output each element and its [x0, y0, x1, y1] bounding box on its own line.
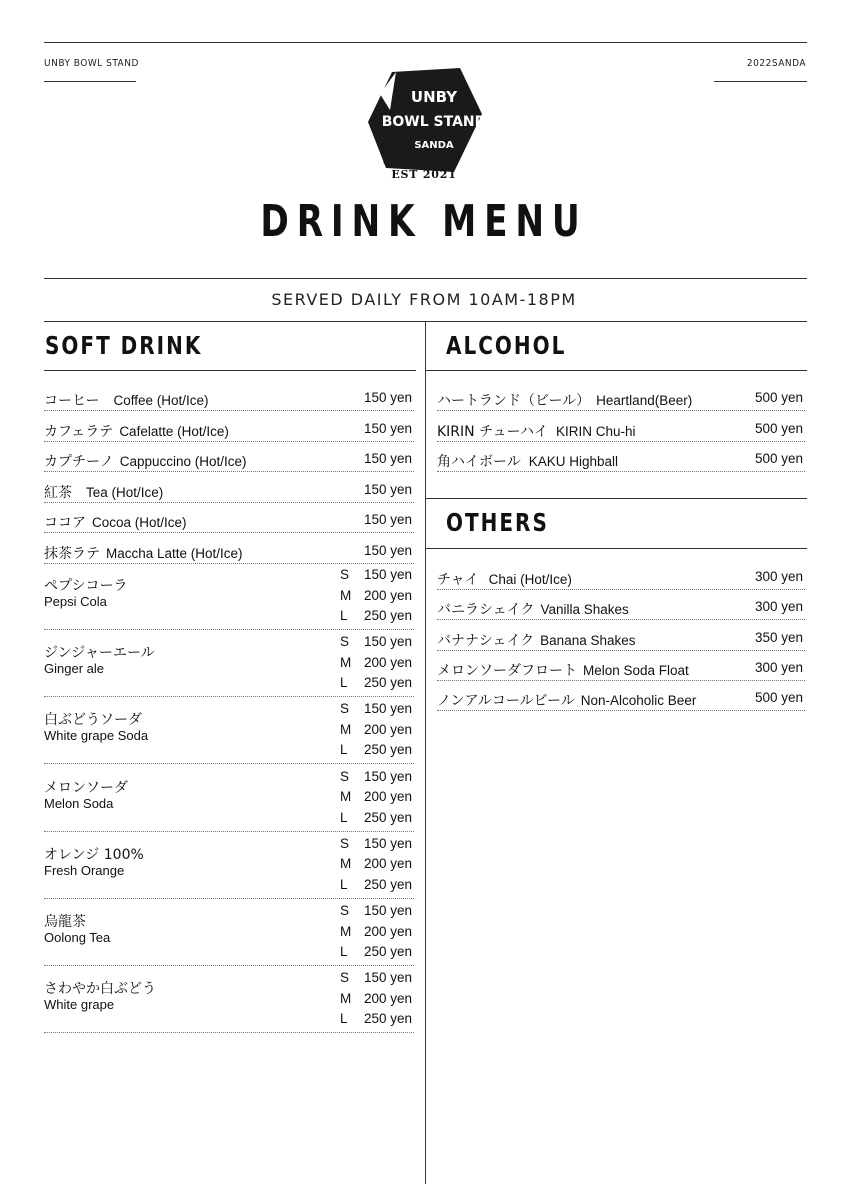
item-price: 150 yen [363, 451, 412, 467]
menu-item [44, 380, 414, 411]
size-label: L [340, 608, 348, 623]
item-name-en: Cappuccino (Hot/Ice) [119, 454, 247, 470]
size-price: 200 yen [363, 856, 412, 872]
item-name-en: Pepsi Cola [44, 594, 107, 609]
size-label: M [340, 990, 352, 1006]
item-name [44, 482, 163, 502]
item-name-jp: バナナシェイク [437, 632, 535, 649]
others-rule [426, 548, 807, 549]
size-label: M [340, 856, 352, 872]
size-label: S [340, 903, 350, 918]
item-price: 150 yen [363, 512, 412, 528]
item-price: 350 yen [754, 629, 803, 645]
item-price: 150 yen [363, 420, 412, 436]
item-price: 500 yen [754, 690, 803, 706]
alcohol-heading: ALCOHOL [446, 331, 567, 360]
item-name-jp: ココア [44, 515, 86, 532]
item-name-jp: ノンアルコールビール [437, 693, 575, 710]
item-name-en: Cafelatte (Hot/Ice) [119, 423, 229, 439]
item-name-jp: さわやか白ぶどう [44, 981, 156, 998]
item-name [437, 421, 636, 441]
item-name-en: Tea (Hot/Ice) [86, 484, 164, 500]
size-price: 150 yen [363, 567, 412, 582]
item-price: 300 yen [754, 659, 803, 675]
item-name-en: Vanilla Shakes [540, 602, 629, 618]
sized-menu-item [44, 697, 414, 764]
item-price: 150 yen [363, 390, 412, 405]
item-name [437, 390, 692, 410]
item-name-jp: 紅茶 [44, 484, 72, 501]
item-name-jp: ペプシコーラ [44, 578, 128, 594]
item-price: 500 yen [754, 390, 803, 405]
item-name-en: Melon Soda Float [583, 662, 689, 678]
item-name [437, 451, 618, 471]
size-price: 250 yen [363, 1011, 412, 1027]
menu-item [44, 441, 414, 472]
soft-drink-rule [44, 370, 416, 371]
size-price: 250 yen [363, 809, 412, 825]
size-price: 150 yen [363, 768, 412, 784]
item-name-en: Coffee (Hot/Ice) [113, 393, 209, 408]
item-price: 150 yen [363, 481, 412, 497]
item-name-jp: バニラシェイク [437, 602, 535, 619]
item-price: 500 yen [754, 420, 803, 436]
item-name-en: Cocoa (Hot/Ice) [92, 515, 187, 531]
menu-item [437, 680, 805, 711]
size-price: 200 yen [363, 990, 412, 1006]
item-price: 150 yen [363, 543, 412, 558]
top-rule [44, 42, 807, 43]
sized-menu-item [44, 899, 414, 966]
item-name [44, 451, 247, 471]
alcohol-rule [426, 370, 807, 371]
logo-line3: SANDA [414, 140, 454, 151]
item-name-jp: 烏龍茶 [44, 914, 86, 930]
size-label: S [340, 634, 350, 650]
item-name-jp: 白ぶどうソーダ [44, 712, 142, 729]
year-location-label: 2022SANDA [746, 58, 806, 69]
logo-line1: UNBY [410, 88, 458, 106]
menu-item [437, 380, 805, 411]
top-right-short-rule [714, 81, 807, 82]
item-name-en: Maccha Latte (Hot/Ice) [106, 546, 243, 561]
title-rule [44, 278, 807, 279]
item-price: 500 yen [754, 451, 803, 467]
size-label: M [340, 923, 352, 939]
item-name-jp: ジンジャーエール [44, 645, 155, 662]
item-name-en: Non-Alcoholic Beer [580, 693, 697, 709]
size-price: 150 yen [363, 970, 412, 986]
menu-item [44, 502, 414, 533]
item-name-en: KAKU Highball [528, 454, 619, 470]
size-price: 250 yen [363, 742, 412, 758]
item-price: 300 yen [754, 569, 803, 584]
size-label: S [340, 701, 350, 717]
size-price: 200 yen [363, 789, 412, 805]
menu-item [44, 533, 414, 564]
item-name-en: Fresh Orange [44, 862, 125, 878]
size-label: S [340, 768, 350, 784]
unby-bowl-stand-logo [362, 64, 486, 184]
item-name [437, 630, 636, 650]
menu-item [44, 472, 414, 503]
item-name-en: White grape Soda [44, 728, 149, 744]
item-name-jp: コーヒー [44, 393, 100, 409]
size-label: M [340, 654, 352, 670]
item-name [44, 390, 209, 410]
size-label: L [340, 876, 348, 892]
item-name-jp: オレンジ 100% [44, 846, 144, 863]
menu-item [437, 559, 805, 590]
item-name [44, 421, 229, 441]
soft-drink-heading: SOFT DRINK [45, 331, 203, 360]
size-label: M [340, 721, 352, 737]
item-name-en: Ginger ale [44, 661, 104, 677]
established-label: EST 2021 [391, 168, 457, 181]
item-name-jp: 抹茶ラテ [44, 546, 100, 562]
item-name [437, 569, 572, 589]
size-price: 250 yen [363, 675, 412, 691]
item-name-en: Chai (Hot/Ice) [488, 572, 572, 587]
size-price: 250 yen [363, 944, 412, 959]
size-label: L [340, 675, 348, 691]
item-price: 300 yen [754, 599, 803, 615]
logo-line2: BOWL STAND [381, 114, 486, 130]
top-left-short-rule [44, 81, 136, 82]
item-name-en: Banana Shakes [540, 632, 636, 648]
size-price: 250 yen [363, 608, 412, 623]
size-price: 150 yen [363, 634, 412, 650]
size-price: 150 yen [363, 903, 412, 918]
item-name [44, 512, 187, 532]
size-label: L [340, 1011, 348, 1027]
item-name [437, 660, 689, 680]
size-price: 200 yen [363, 721, 412, 737]
size-label: M [340, 587, 352, 603]
menu-item [437, 650, 805, 681]
item-name-jp: メロンソーダ [44, 779, 128, 796]
item-name-en: Melon Soda [44, 795, 114, 811]
item-name-jp: ハートランド（ビール） [437, 393, 591, 409]
size-price: 200 yen [363, 654, 412, 670]
column-divider [425, 321, 426, 1184]
size-price: 150 yen [363, 835, 412, 851]
sized-menu-item [44, 966, 414, 1033]
size-price: 200 yen [363, 923, 412, 939]
item-name-jp: カフェラテ [44, 423, 114, 440]
page-title: DRINK MENU [260, 196, 588, 247]
item-name-en: White grape [44, 997, 115, 1013]
item-name-en: KIRIN Chu-hi [555, 423, 636, 439]
menu-item [437, 411, 805, 442]
sized-menu-item [44, 630, 414, 697]
size-price: 150 yen [363, 701, 412, 717]
item-name [437, 690, 696, 710]
size-label: S [340, 567, 350, 582]
others-top-rule [426, 498, 807, 499]
item-name-jp: メロンソーダフロート [437, 662, 577, 679]
item-name [437, 599, 629, 619]
size-label: L [340, 742, 348, 758]
others-heading: OTHERS [446, 508, 549, 537]
size-label: M [340, 789, 352, 805]
size-label: L [340, 944, 348, 959]
sized-menu-item [44, 563, 414, 630]
menu-item [44, 411, 414, 442]
item-name-jp: チャイ [437, 572, 479, 588]
size-label: S [340, 970, 350, 986]
served-hours: SERVED DAILY FROM 10AM-18PM [271, 290, 577, 309]
item-name [44, 543, 243, 563]
brand-label: UNBY BOWL STAND [44, 58, 139, 69]
item-name-en: Oolong Tea [44, 930, 111, 945]
item-name-en: Heartland(Beer) [596, 393, 693, 408]
sized-menu-item [44, 765, 414, 832]
size-label: L [340, 809, 348, 825]
menu-item [437, 589, 805, 620]
size-price: 200 yen [363, 587, 412, 603]
item-name-jp: 角ハイボール [437, 454, 521, 471]
size-label: S [340, 835, 350, 851]
menu-item [437, 441, 805, 472]
item-name-jp: カプチーノ [44, 454, 114, 471]
size-price: 250 yen [363, 876, 412, 892]
sized-menu-item [44, 832, 414, 899]
menu-item [437, 620, 805, 651]
item-name-jp: KIRIN チューハイ [437, 423, 548, 440]
